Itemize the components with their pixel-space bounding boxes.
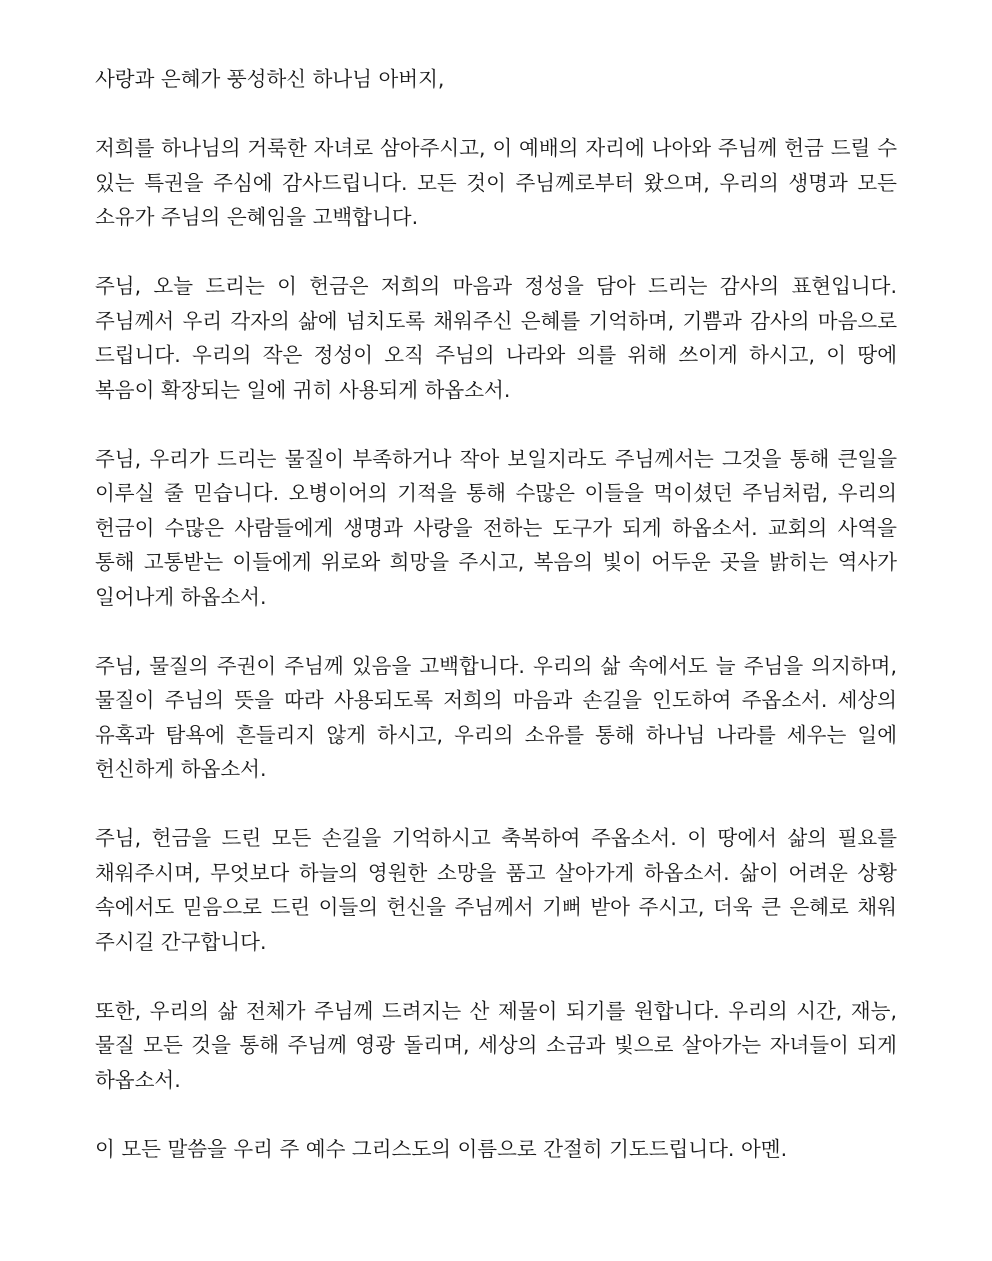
paragraph-offering: 주님, 오늘 드리는 이 헌금은 저희의 마음과 정성을 담아 드리는 감사의 표현입니다. 주님께서 우리 각자의 삶에 넘치도록 채워주신 은혜를 기억하며, 기쁨과 감사의 마음으로 드립니다. 우리의 작은 정성이 오직 주님의 나라와 의를 위해 쓰이게 하시고, 이 땅에 복음이 확장되는 일에 귀히 사용되게 하옵소서. [95, 274, 897, 402]
opening-address: 사랑과 은혜가 풍성하신 하나님 아버지, [95, 67, 445, 91]
closing-amen: 이 모든 말씀을 우리 주 예수 그리스도의 이름으로 간절히 기도드립니다. 아멘. [95, 1136, 788, 1161]
paragraph-living-sacrifice: 또한, 우리의 삶 전체가 주님께 드려지는 산 제물이 되기를 원합니다. 우리의 시간, 재능, 물질 모든 것을 통해 주님께 영광 돌리며, 세상의 소금과 빛으로 살아가는 자녀들이 되게 하옵소서. [95, 998, 897, 1092]
paragraph-blessing: 주님, 헌금을 드린 모든 손길을 기억하시고 축복하여 주옵소서. 이 땅에서 삶의 필요를 채워주시며, 무엇보다 하늘의 영원한 소망을 품고 살아가게 하옵소서. 삶이 어려운 상황 속에서도 믿음으로 드린 이들의 헌신을 주님께서 기뻐 받아 주시고, 더욱 큰 은혜로 채워 주시길 간구합니다. [95, 826, 897, 954]
paragraph-thanksgiving: 저희를 하나님의 거룩한 자녀로 삼아주시고, 이 예배의 자리에 나아와 주님께 헌금 드릴 수 있는 특권을 주심에 감사드립니다. 모든 것이 주님께로부터 왔으며, 우리의 생명과 모든 소유가 주님의 은혜임을 고백합니다. [95, 136, 897, 229]
paragraph-faith: 주님, 우리가 드리는 물질이 부족하거나 작아 보일지라도 주님께서는 그것을 통해 큰일을 이루실 줄 믿습니다. 오병이어의 기적을 통해 수많은 이들을 먹이셨던 주님처럼, 우리의 헌금이 수많은 사람들에게 생명과 사랑을 전하는 도구가 되게 하옵소서. 교회의 사역을 통해 고통받는 이들에게 위로와 희망을 주시고, 복음의 빛이 어두운 곳을 밝히는 역사가 일어나게 하옵소서. [95, 446, 897, 609]
paragraph-sovereignty: 주님, 물질의 주권이 주님께 있음을 고백합니다. 우리의 삶 속에서도 늘 주님을 의지하며, 물질이 주님의 뜻을 따라 사용되도록 저희의 마음과 손길을 인도하여 주옵소서. 세상의 유혹과 탐욕에 흔들리지 않게 하시고, 우리의 소유를 통해 하나님 나라를 세우는 일에 헌신하게 하옵소서. [95, 653, 897, 781]
